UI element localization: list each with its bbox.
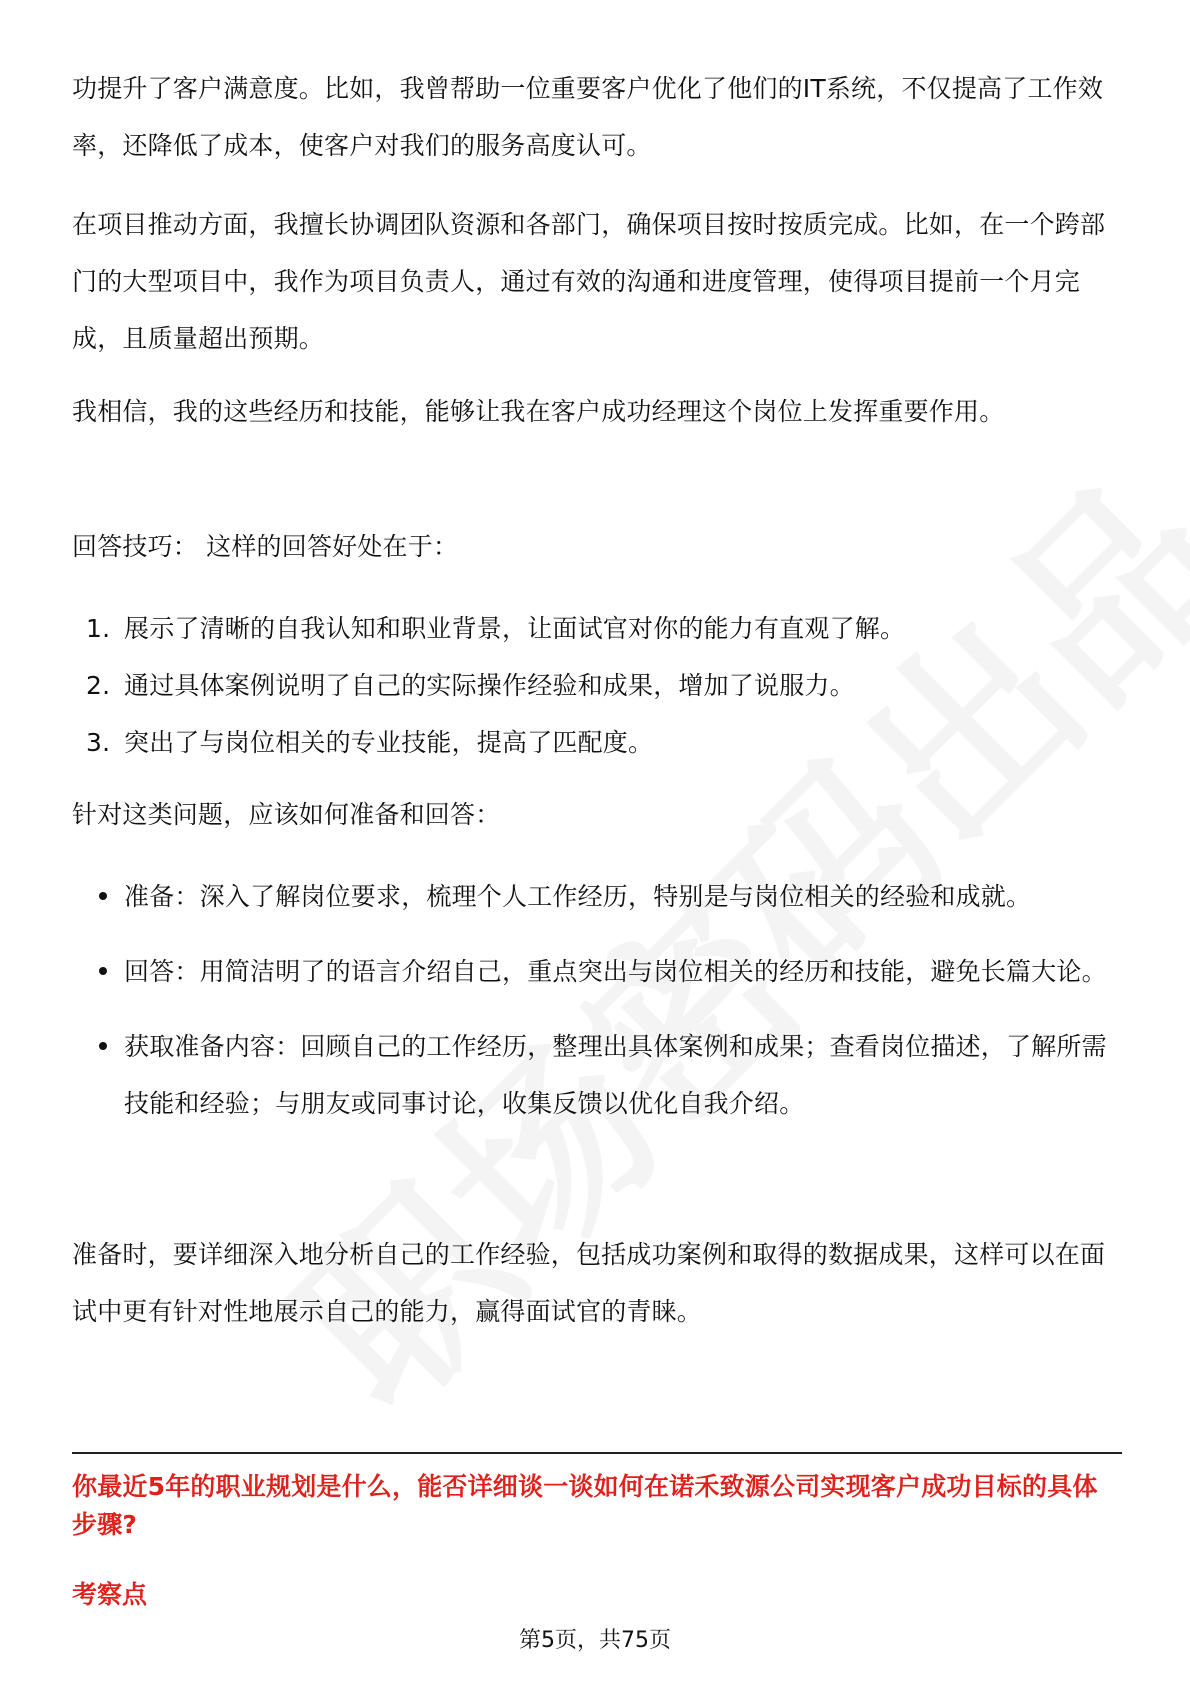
list-item (72, 714, 1122, 771)
bullet-icon (99, 1042, 107, 1050)
paragraph-text: 准备时，要详细深入地分析自己的工作经验，包括成功案例和取得的数据成果，这样可以在面试中更有针对性地展示自己的能力，赢得面试官的青睐。 (72, 1240, 1106, 1326)
list-item-text: 展示了清晰的自我认知和职业背景，让面试官对你的能力有直观了解。 (124, 614, 906, 643)
list-item (72, 943, 1122, 1000)
answer-tips-heading: 回答技巧： 这样的回答好处在于： (72, 532, 459, 561)
numbered-list (72, 600, 1122, 771)
section-label: 考察点 (72, 1580, 148, 1609)
paragraph-text: 功提升了客户满意度。比如，我曾帮助一位重要客户优化了他们的IT系统，不仅提高了工作效率，还降低了成本，使客户对我们的服务高度认可。 (72, 74, 1104, 160)
next-question-title: 你最近5年的职业规划是什么，能否详细谈一谈如何在诺禾致源公司实现客户成功目标的具体步骤? (72, 1472, 1098, 1539)
list-number: 1. (86, 614, 111, 643)
list-item-text: 突出了与岗位相关的专业技能，提高了匹配度。 (124, 728, 654, 757)
bullet-icon (99, 967, 107, 975)
list-item-text: 通过具体案例说明了自己的实际操作经验和成果，增加了说服力。 (124, 671, 855, 700)
list-item-text: 准备：深入了解岗位要求，梳理个人工作经历，特别是与岗位相关的经验和成就。 (124, 882, 1032, 911)
paragraph-5 (72, 786, 1122, 843)
list-number: 3. (86, 728, 111, 757)
list-item (72, 657, 1122, 714)
bullet-list (72, 868, 1122, 1132)
paragraph-2 (72, 196, 1122, 367)
list-item-text: 回答：用简洁明了的语言介绍自己，重点突出与岗位相关的经历和技能，避免长篇大论。 (124, 957, 1107, 986)
list-item (72, 868, 1122, 925)
paragraph-3 (72, 383, 1122, 440)
list-item-text: 获取准备内容：回顾自己的工作经历，整理出具体案例和成果；查看岗位描述，了解所需技能和经验；与朋友或同事讨论，收集反馈以优化自我介绍。 (124, 1032, 1107, 1118)
paragraph-text: 我相信，我的这些经历和技能，能够让我在客户成功经理这个岗位上发挥重要作用。 (72, 397, 1005, 426)
paragraph-6 (72, 1226, 1122, 1340)
section-divider (72, 1452, 1122, 1454)
paragraph-text: 在项目推动方面，我擅长协调团队资源和各部门，确保项目按时按质完成。比如，在一个跨部门的大型项目中，我作为项目负责人，通过有效的沟通和进度管理，使得项目提前一个月完成，且质量超出预期。 (72, 210, 1106, 353)
list-number: 2. (86, 671, 111, 700)
preparation-heading: 针对这类问题，应该如何准备和回答： (72, 800, 501, 829)
list-item (72, 1018, 1122, 1132)
paragraph-1 (72, 60, 1122, 174)
bullet-icon (99, 892, 107, 900)
paragraph-4 (72, 518, 1122, 575)
page-number-footer: 第5页，共75页 (519, 1628, 671, 1653)
list-item (72, 600, 1122, 657)
